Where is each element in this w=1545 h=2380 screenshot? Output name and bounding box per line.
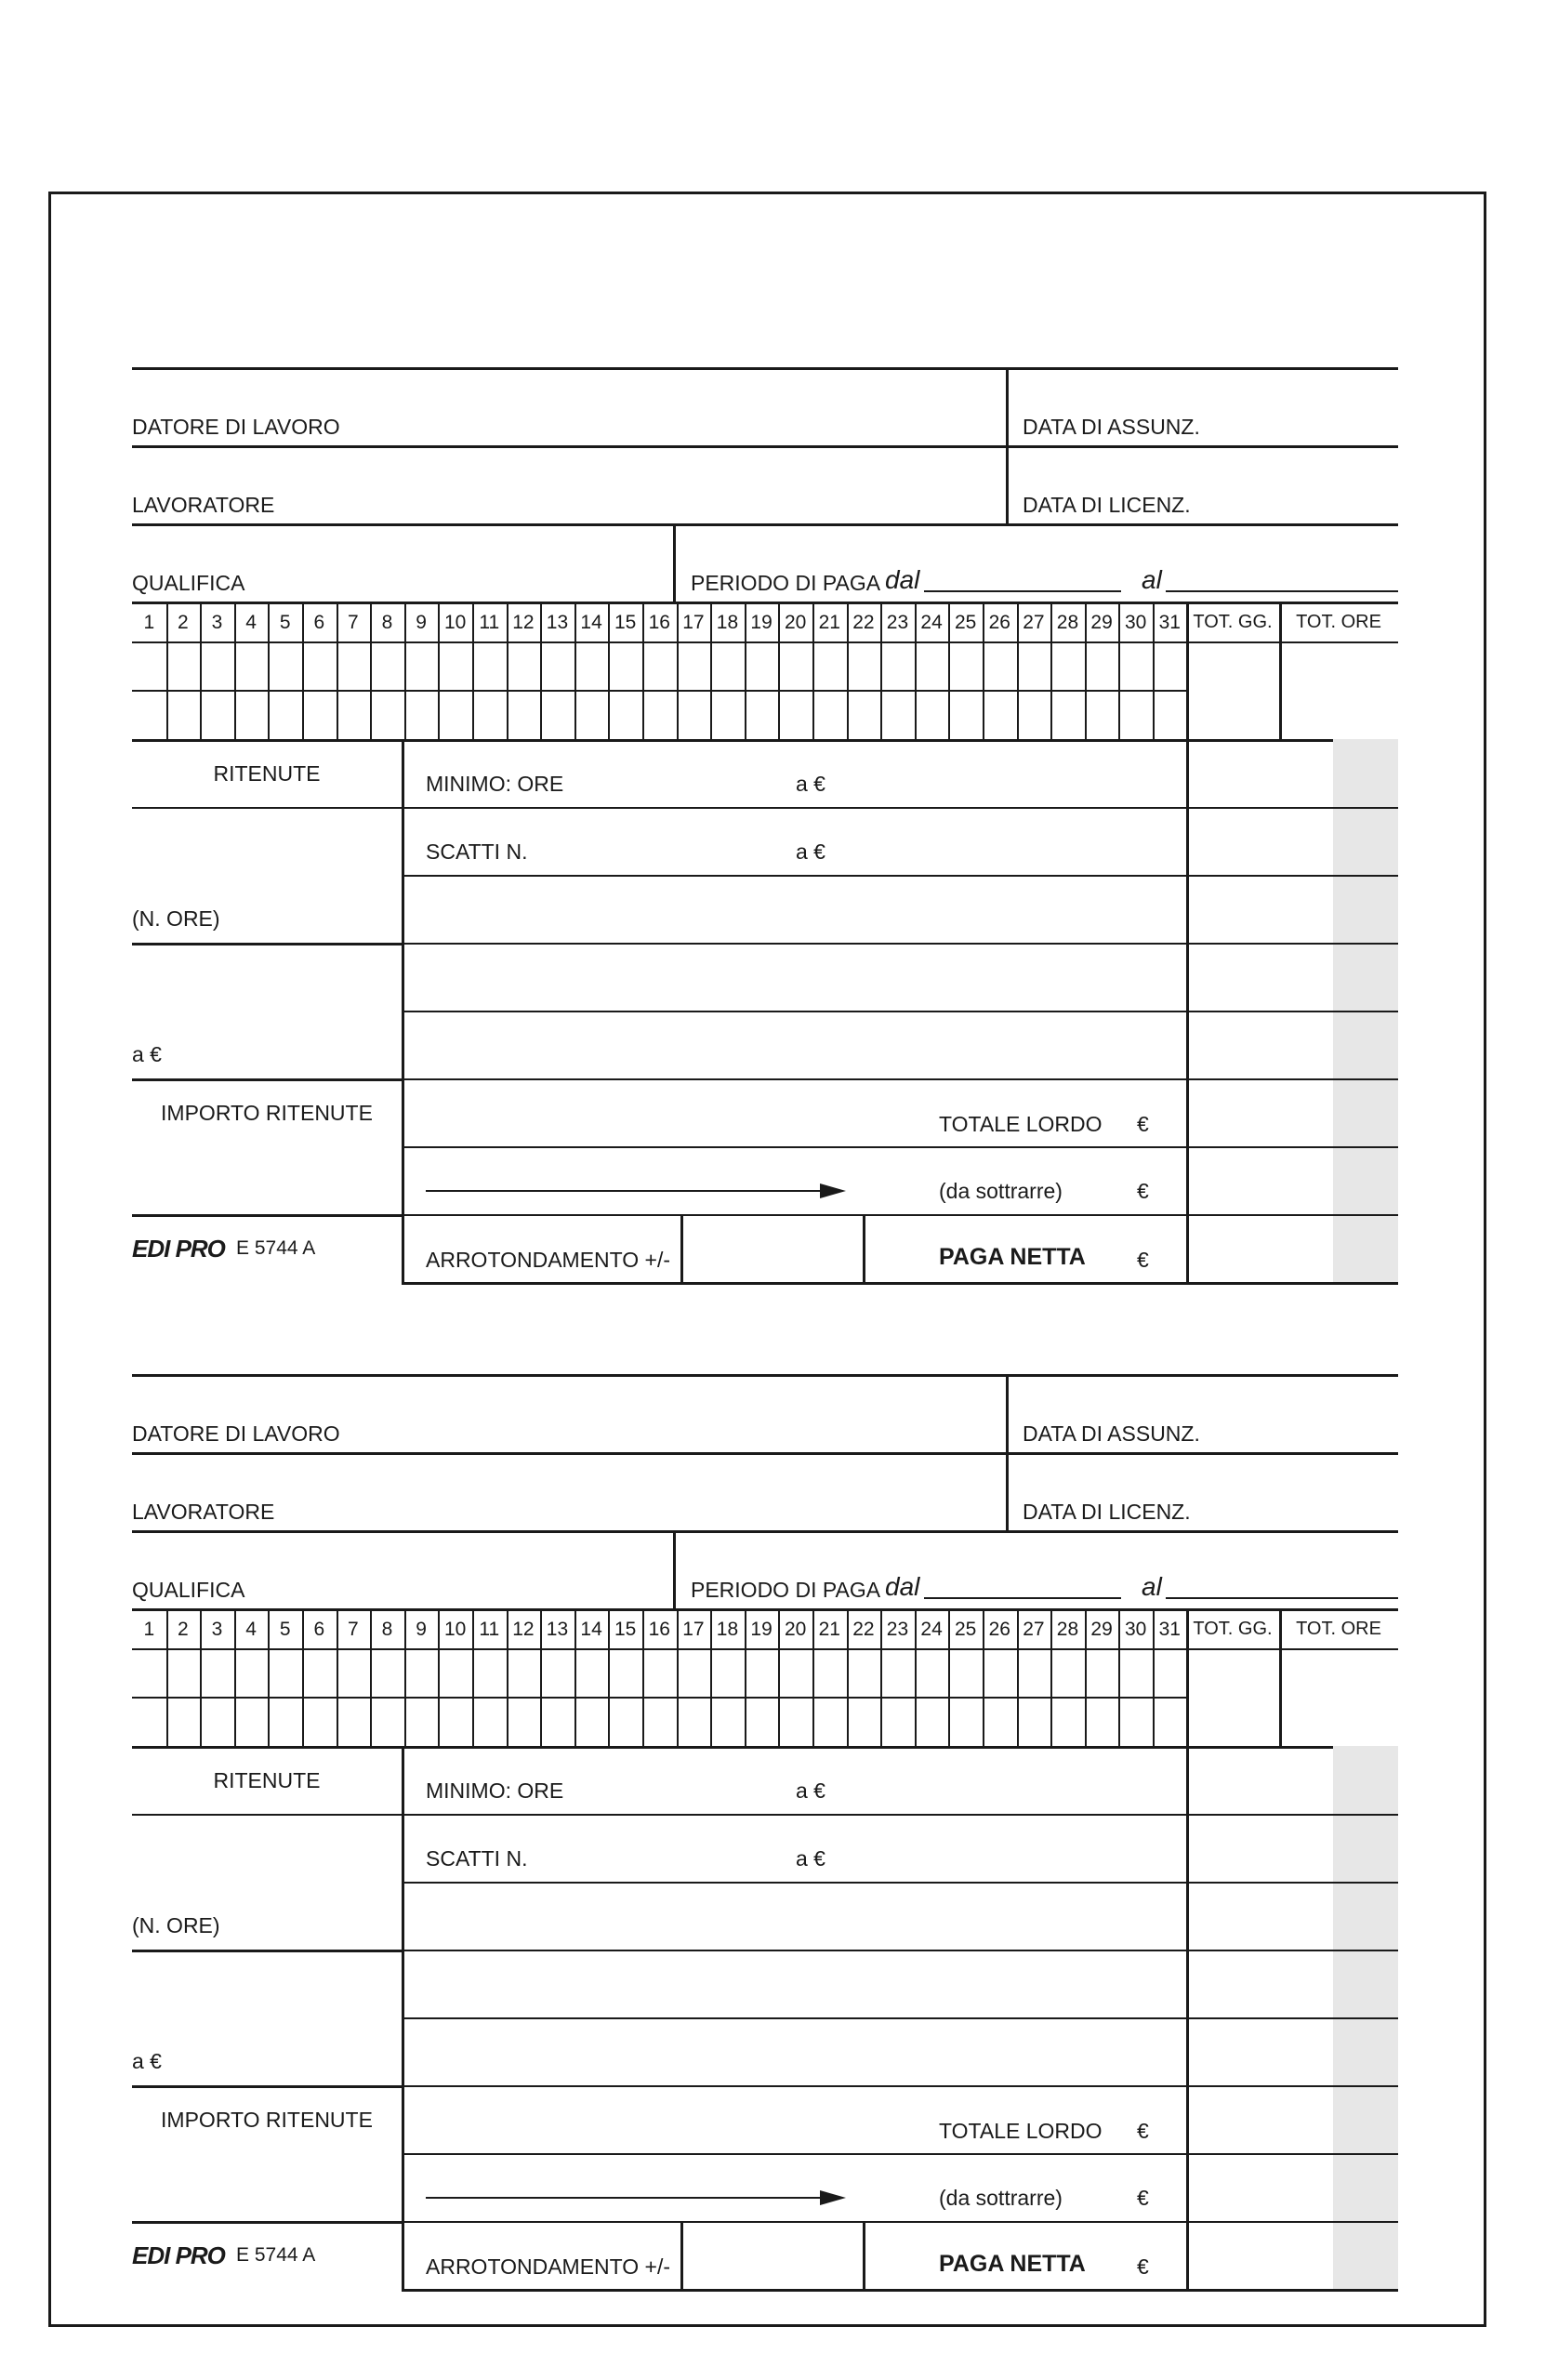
day-number: 24 [920,1619,943,1640]
day-column-line [880,1608,882,1746]
rule-line [863,1214,865,1282]
day-number: 27 [1023,612,1045,633]
day-number: 30 [1125,612,1147,633]
rule-line [132,445,1398,448]
rule-line [680,1214,683,1282]
from-label: dal [885,565,920,594]
rule-line [863,2221,865,2289]
row-line [402,2153,1398,2155]
grid-line [132,1648,1398,1650]
day-number: 9 [416,1619,427,1640]
employer-label: DATORE DI LAVORO [132,1421,340,1446]
rule-line [673,523,676,602]
day-column-line [507,1608,508,1746]
from-date-line [924,1597,1121,1599]
day-column-line [337,602,338,739]
day-column-line [540,602,542,739]
day-number: 23 [886,612,909,633]
day-column-line [847,1608,849,1746]
to-date-line [1166,1597,1398,1599]
day-number: 22 [852,1619,875,1640]
day-number: 19 [750,612,772,633]
day-number: 8 [381,612,393,633]
day-column-line [1153,602,1155,739]
day-number: 25 [955,612,977,633]
day-column-line [710,1608,712,1746]
day-number: 17 [682,1619,705,1640]
left-row-line [132,1078,402,1081]
day-number: 21 [818,1619,840,1640]
rule-line [680,2221,683,2289]
day-column-line [438,602,440,739]
gross-total-label: TOTALE LORDO [939,1112,1103,1136]
day-column-line [166,602,168,739]
day-number: 20 [785,1619,807,1640]
net-pay-label: PAGA NETTA [939,1244,1086,1270]
minimum-rate-label: a € [796,772,825,796]
grid-line [132,641,1398,643]
to-subtract-label: (da sottrarre) [939,2186,1063,2210]
day-number: 6 [313,1619,325,1640]
day-number: 15 [614,612,637,633]
day-number: 10 [444,1619,467,1640]
left-row-line [132,807,402,809]
day-column-line [778,602,780,739]
rule-line [673,1530,676,1608]
left-row-line [132,1814,402,1816]
day-column-line [574,602,576,739]
day-column-line [1118,602,1120,739]
day-column-line [642,1608,644,1746]
bottom-line [402,1282,1398,1285]
rounding-label: ARROTONDAMENTO +/- [426,2254,671,2279]
day-column-line [983,602,984,739]
pay-period-label: PERIODO DI PAGA [691,1578,881,1602]
left-row-line [132,943,402,945]
rate-label: a € [132,1042,162,1066]
day-number: 20 [785,612,807,633]
day-column-line [1050,602,1052,739]
day-number: 17 [682,612,705,633]
hours-count-label: (N. ORE) [132,906,220,931]
day-number: 8 [381,1619,393,1640]
minimum-hours-label: MINIMO: ORE [426,772,564,796]
qualification-label: QUALIFICA [132,1578,245,1602]
day-number: 7 [348,1619,359,1640]
day-column-line [540,1608,542,1746]
increments-label: SCATTI N. [426,1846,528,1871]
day-number: 31 [1158,1619,1181,1640]
row-line [402,2085,1398,2087]
rule-line [132,602,1398,604]
row-line [402,2017,1398,2019]
day-column-line [677,602,679,739]
qualification-label: QUALIFICA [132,571,245,595]
day-number: 3 [211,612,223,633]
increments-rate-label: a € [796,1846,825,1871]
deductions-label: RITENUTE [213,761,321,786]
arrow-line [426,2197,835,2199]
day-number: 16 [648,612,670,633]
day-number: 10 [444,612,467,633]
day-number: 9 [416,612,427,633]
day-number: 2 [178,612,189,633]
day-column-line [404,1608,406,1746]
row-line [402,1146,1398,1148]
day-number: 4 [245,612,257,633]
day-number: 18 [716,1619,739,1640]
to-date-line [1166,590,1398,592]
grid-line [132,739,1398,742]
grid-line [132,1697,1186,1699]
day-column-line [745,1608,746,1746]
day-column-line [507,602,508,739]
day-column-line [302,602,304,739]
row-line [402,1214,1398,1216]
day-number: 30 [1125,1619,1147,1640]
arrow-line [426,1190,835,1192]
day-column-line [337,1608,338,1746]
row-line [402,1078,1398,1080]
subtract-currency: € [1137,2186,1149,2210]
day-column-line [438,1608,440,1746]
rounding-label: ARROTONDAMENTO +/- [426,1248,671,1272]
day-number: 15 [614,1619,637,1640]
day-number: 31 [1158,612,1181,633]
rule-line [132,1452,1398,1455]
termination-date-label: DATA DI LICENZ. [1023,1500,1191,1524]
day-column-line [608,602,610,739]
day-column-line [200,1608,202,1746]
day-number: 14 [580,1619,602,1640]
left-row-line [132,2085,402,2088]
day-number: 18 [716,612,739,633]
day-number: 13 [546,612,569,633]
day-column-line [268,1608,270,1746]
day-number: 11 [479,1619,500,1640]
to-subtract-label: (da sottrarre) [939,1179,1063,1203]
worker-label: LAVORATORE [132,493,275,517]
worker-label: LAVORATORE [132,1500,275,1524]
minimum-rate-label: a € [796,1778,825,1803]
day-number: 3 [211,1619,223,1640]
day-column-line [1085,602,1087,739]
total-hours-label: TOT. ORE [1296,612,1381,632]
day-column-line [302,1608,304,1746]
grid-line [132,1746,1398,1749]
pay-period-label: PERIODO DI PAGA [691,571,881,595]
day-number: 11 [479,612,500,633]
day-column-line [1017,602,1019,739]
day-column-line [915,602,917,739]
left-row-line [132,1950,402,1952]
net-pay-currency: € [1137,1248,1149,1272]
day-column-line [948,602,950,739]
arrow-head-icon [820,2190,846,2205]
row-line [402,1950,1398,1951]
day-number: 24 [920,612,943,633]
to-label: al [1142,565,1162,594]
row-line [402,943,1398,945]
day-number: 1 [143,612,155,633]
day-column-line [677,1608,679,1746]
rate-label: a € [132,2049,162,2073]
rule-line [132,1608,1398,1611]
day-column-line [1050,1608,1052,1746]
day-number: 25 [955,1619,977,1640]
day-column-line [404,602,406,739]
gross-total-currency: € [1137,1112,1149,1136]
row-line [402,2221,1398,2223]
day-column-line [268,602,270,739]
payslip-form-1 [132,367,1398,1288]
day-number: 5 [279,612,291,633]
day-column-line [1017,1608,1019,1746]
day-column-line [778,1608,780,1746]
day-column-line [983,1608,984,1746]
form-code-label: E 5744 A [236,2244,316,2266]
day-number: 26 [988,1619,1010,1640]
day-number: 6 [313,612,325,633]
total-days-label: TOT. GG. [1193,612,1273,632]
rule-line [132,1374,1398,1377]
hire-date-label: DATA DI ASSUNZ. [1023,1421,1200,1446]
day-column-line [234,1608,236,1746]
day-column-line [1085,1608,1087,1746]
day-column-line [948,1608,950,1746]
edipro-logo: EDI PRO [132,1235,225,1263]
deductions-amount-label: IMPORTO RITENUTE [161,1101,373,1125]
day-number: 12 [512,612,535,633]
day-number: 21 [818,612,840,633]
termination-date-label: DATA DI LICENZ. [1023,493,1191,517]
day-number: 22 [852,612,875,633]
total-hours-label: TOT. ORE [1296,1619,1381,1639]
day-column-line [370,1608,372,1746]
day-number: 7 [348,612,359,633]
from-date-line [924,590,1121,592]
form-code-label: E 5744 A [236,1237,316,1259]
day-number: 28 [1056,1619,1079,1640]
hire-date-label: DATA DI ASSUNZ. [1023,415,1200,439]
day-column-line [745,602,746,739]
day-column-line [812,1608,814,1746]
day-number: 2 [178,1619,189,1640]
day-number: 26 [988,612,1010,633]
rule-line [132,523,1398,526]
day-number: 29 [1090,612,1113,633]
day-column-line [847,602,849,739]
day-number: 13 [546,1619,569,1640]
day-column-line [472,602,474,739]
day-number: 16 [648,1619,670,1640]
day-column-line [574,1608,576,1746]
grid-line [132,690,1186,692]
increments-rate-label: a € [796,840,825,864]
day-column-line [1153,1608,1155,1746]
day-number: 12 [512,1619,535,1640]
day-column-line [472,1608,474,1746]
row-line [402,807,1398,809]
day-column-line [710,602,712,739]
day-number: 19 [750,1619,772,1640]
deductions-label: RITENUTE [213,1768,321,1792]
arrow-head-icon [820,1183,846,1198]
from-label: dal [885,1572,920,1601]
day-column-line [370,602,372,739]
day-column-line [200,602,202,739]
subtract-currency: € [1137,1179,1149,1203]
left-row-line [132,1214,402,1217]
gross-total-label: TOTALE LORDO [939,2119,1103,2143]
left-row-line [132,2221,402,2224]
minimum-hours-label: MINIMO: ORE [426,1778,564,1803]
day-number: 4 [245,1619,257,1640]
day-column-line [608,1608,610,1746]
rule-line [132,1530,1398,1533]
payslip-form-2 [132,1374,1398,2294]
day-column-line [642,602,644,739]
row-line [402,1814,1398,1816]
deductions-amount-label: IMPORTO RITENUTE [161,2108,373,2132]
day-number: 23 [886,1619,909,1640]
day-column-line [1118,1608,1120,1746]
bottom-line [402,2289,1398,2292]
day-column-line [234,602,236,739]
day-column-line [812,602,814,739]
row-line [402,875,1398,877]
day-number: 5 [279,1619,291,1640]
day-number: 1 [143,1619,155,1640]
day-number: 14 [580,612,602,633]
to-label: al [1142,1572,1162,1601]
day-column-line [880,602,882,739]
hours-count-label: (N. ORE) [132,1913,220,1937]
day-column-line [915,1608,917,1746]
total-days-label: TOT. GG. [1193,1619,1273,1639]
gross-total-currency: € [1137,2119,1149,2143]
row-line [402,1882,1398,1884]
net-pay-currency: € [1137,2254,1149,2279]
day-number: 27 [1023,1619,1045,1640]
day-column-line [166,1608,168,1746]
net-pay-label: PAGA NETTA [939,2251,1086,2277]
rule-line [132,367,1398,370]
increments-label: SCATTI N. [426,840,528,864]
employer-label: DATORE DI LAVORO [132,415,340,439]
edipro-logo: EDI PRO [132,2241,225,2269]
row-line [402,1011,1398,1012]
day-number: 28 [1056,612,1079,633]
day-number: 29 [1090,1619,1113,1640]
